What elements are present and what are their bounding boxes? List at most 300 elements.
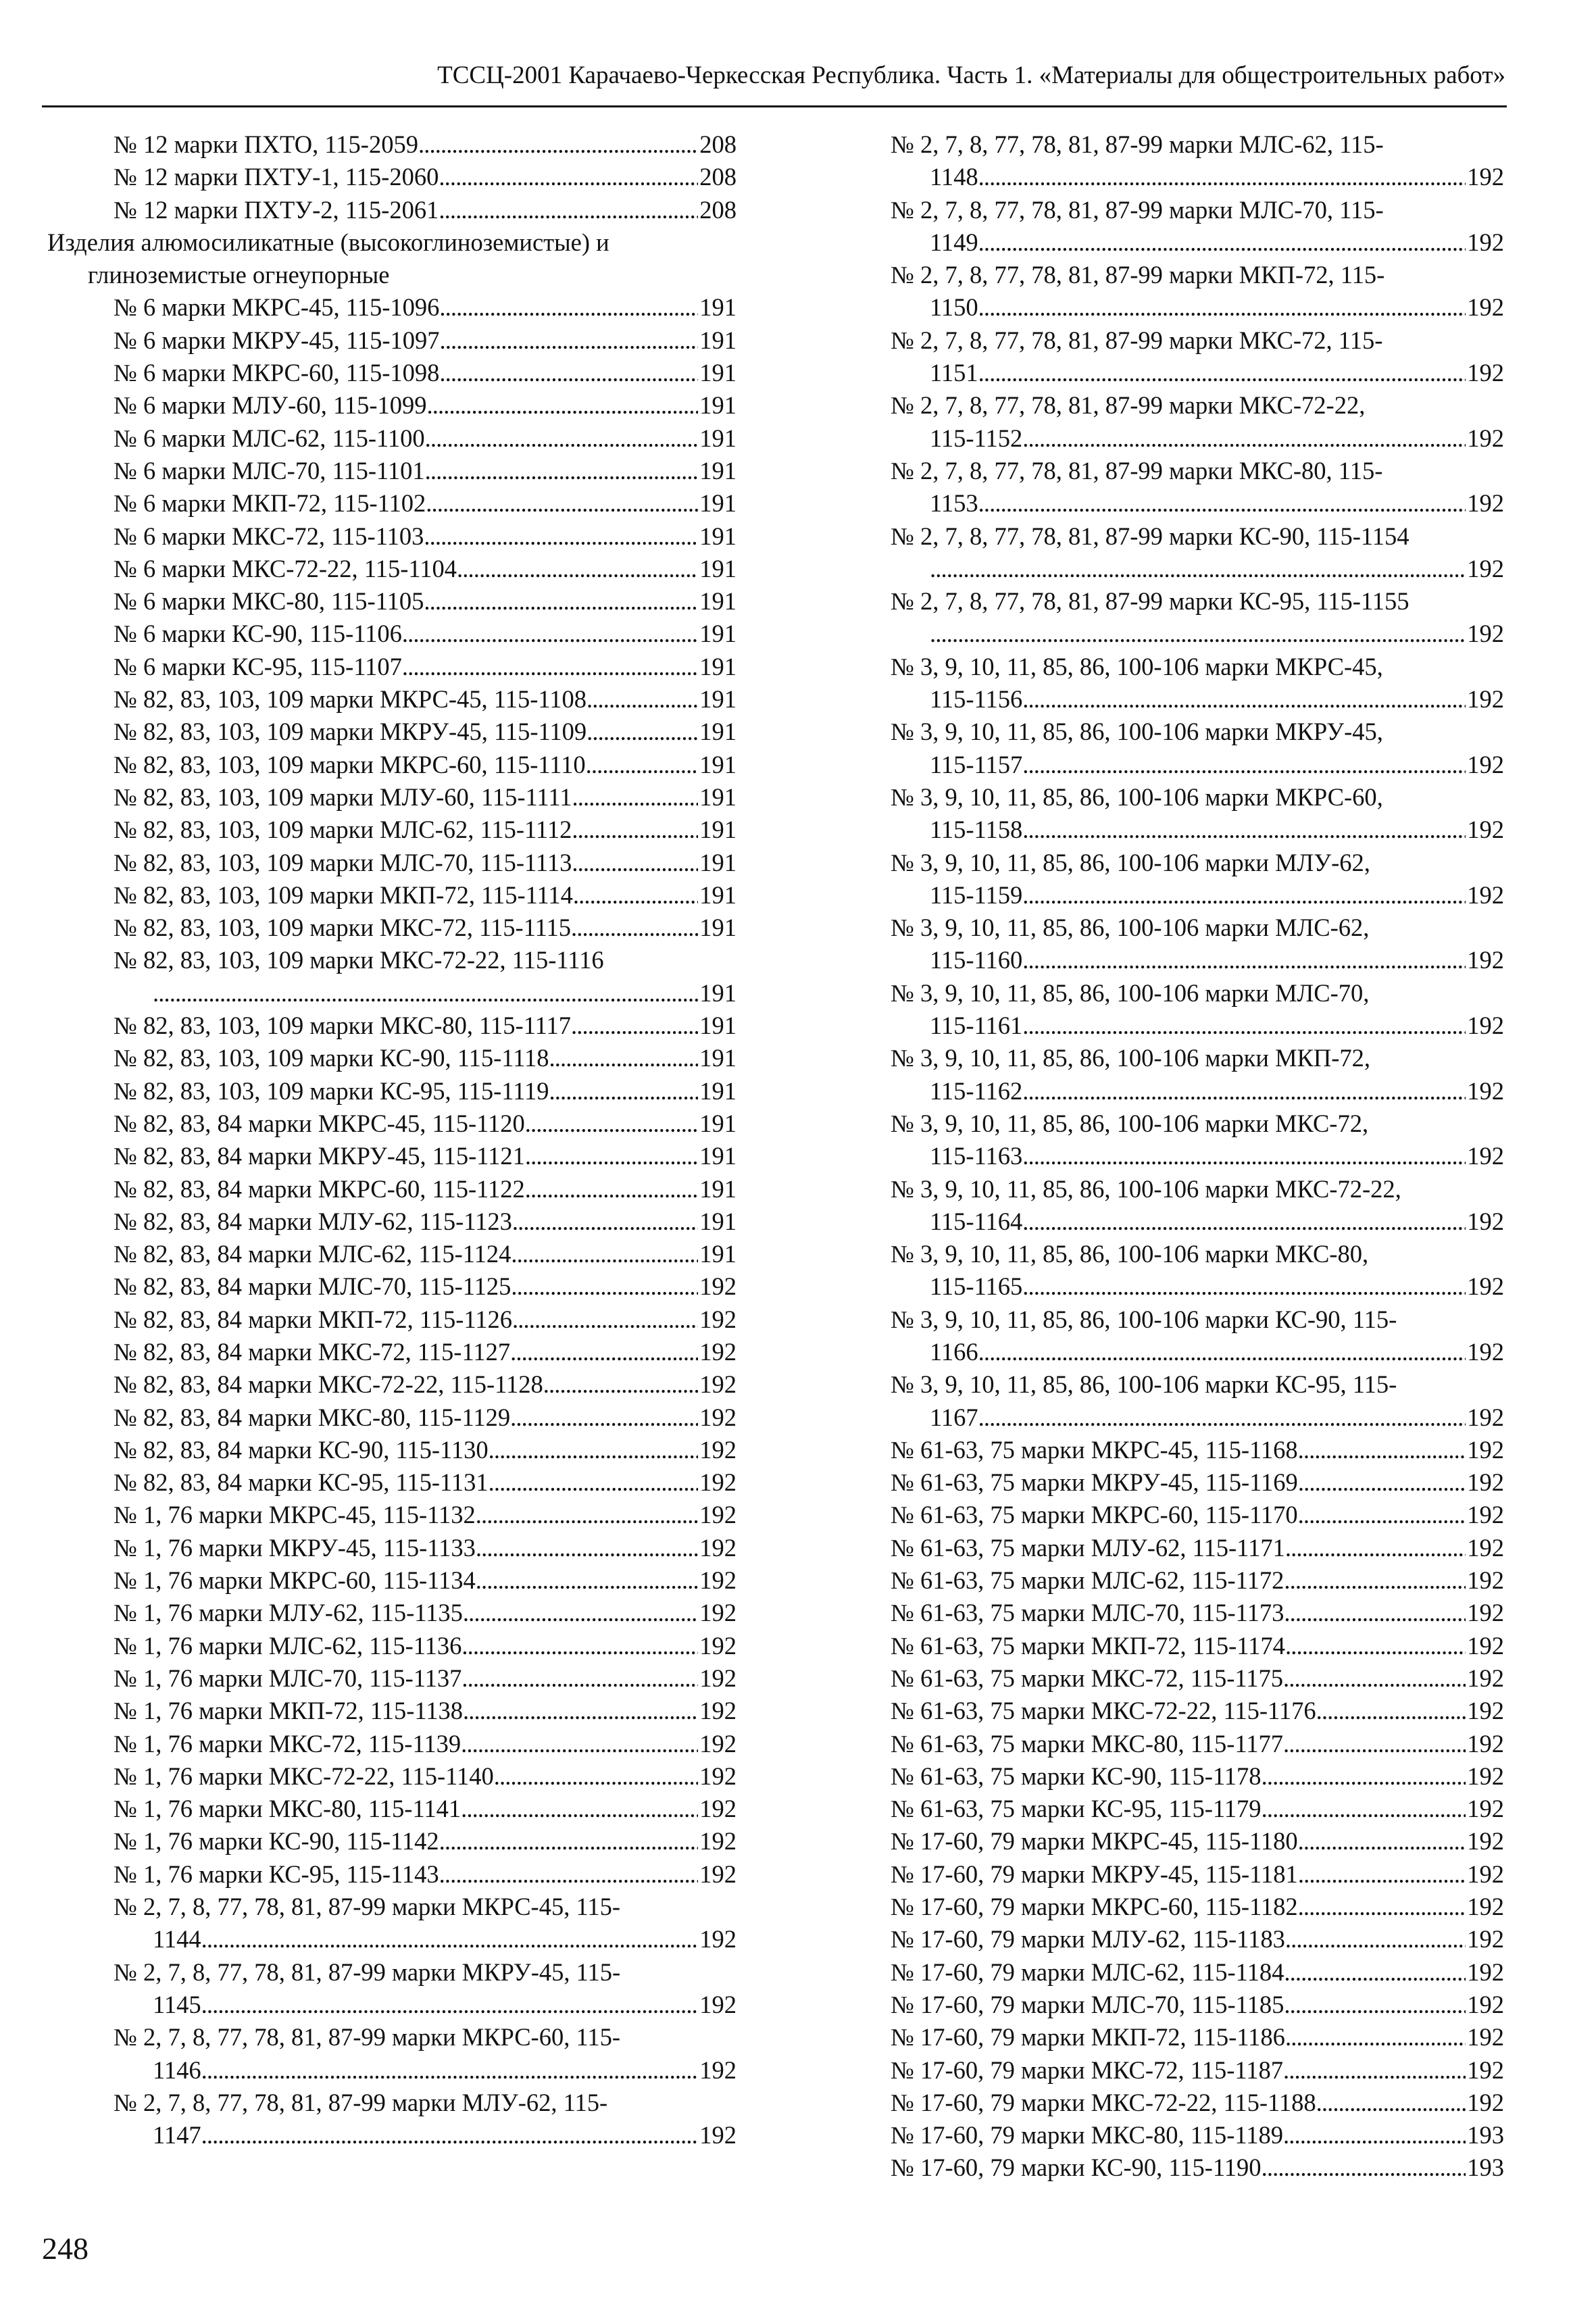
entry-text: № 1, 76 марки МЛУ-62, 115-1135 xyxy=(114,1599,463,1627)
entry-page-number: 191 xyxy=(699,1240,737,1268)
entry-text: № 82, 83, 84 марки МЛС-70, 115-1125 xyxy=(114,1272,512,1301)
dot-leader xyxy=(1284,1564,1466,1597)
index-column-left xyxy=(47,128,737,2151)
entry-page-number: 192 xyxy=(1467,1958,1504,1986)
entry-page-number: 192 xyxy=(1467,359,1504,387)
dot-leader xyxy=(439,357,698,389)
entry-text: № 12 марки ПХТУ-2, 115-2061 xyxy=(114,195,439,224)
entry-text: № 12 марки ПХТО, 115-2059 xyxy=(114,130,418,158)
entry-page-number: 208 xyxy=(699,130,737,158)
dot-leader xyxy=(525,1140,698,1172)
dot-leader xyxy=(425,455,699,487)
entry-text: № 61-63, 75 марки МЛС-62, 115-1172 xyxy=(891,1566,1285,1595)
dot-leader xyxy=(462,1630,698,1662)
index-entry xyxy=(891,912,1504,977)
entry-text: № 6 марки МКП-72, 115-1102 xyxy=(114,489,426,518)
entry-text-continued: 115-1164 xyxy=(930,1207,1023,1235)
dot-leader xyxy=(439,161,698,193)
entry-page-number: 192 xyxy=(699,1468,737,1497)
entry-text-continued: 1145 xyxy=(153,1990,201,2018)
dot-leader xyxy=(1316,2087,1466,2119)
entry-text: № 3, 9, 10, 11, 85, 86, 100-106 марки МКС-72, xyxy=(891,1109,1369,1137)
entry-text-continued: 1149 xyxy=(930,228,978,256)
index-entry xyxy=(47,1728,737,1760)
dot-leader xyxy=(427,389,699,422)
entry-page-number: 191 xyxy=(699,978,737,1007)
dot-leader xyxy=(426,487,698,520)
index-entry xyxy=(47,1695,737,1727)
entry-page-number: 191 xyxy=(699,293,737,322)
entry-page-number: 191 xyxy=(699,1142,737,1170)
entry-text-continued: 115-1158 xyxy=(930,816,1023,844)
dot-leader xyxy=(1262,2151,1466,2184)
entry-page-number: 192 xyxy=(1467,1762,1504,1790)
dot-leader xyxy=(571,912,698,944)
dot-leader xyxy=(586,749,699,781)
index-entry xyxy=(47,1662,737,1695)
dot-leader xyxy=(525,1107,698,1140)
entry-text: № 2, 7, 8, 77, 78, 81, 87-99 марки МКС-80, 115- xyxy=(891,456,1383,484)
index-entry xyxy=(891,1107,1504,1173)
entry-page-number: 192 xyxy=(1467,1729,1504,1758)
dot-leader xyxy=(476,1499,698,1531)
index-entry xyxy=(891,1564,1504,1597)
entry-text: № 2, 7, 8, 77, 78, 81, 87-99 марки МЛС-70, 115- xyxy=(891,195,1384,224)
entry-text: № 1, 76 марки МКС-72, 115-1139 xyxy=(114,1729,462,1758)
index-entry xyxy=(891,1825,1504,1858)
index-entry xyxy=(891,2087,1504,2119)
entry-page-number: 191 xyxy=(699,522,737,550)
dot-leader xyxy=(1283,1662,1466,1695)
dot-leader xyxy=(461,1728,698,1760)
entry-text-continued: 115-1161 xyxy=(930,1012,1023,1040)
entry-page-number: 192 xyxy=(1467,1533,1504,1562)
index-entry xyxy=(47,1075,737,1107)
entry-text: № 17-60, 79 марки МЛС-62, 115-1184 xyxy=(891,1958,1285,1986)
entry-text: № 61-63, 75 марки МКС-72, 115-1175 xyxy=(891,1664,1284,1692)
dot-leader xyxy=(1022,422,1466,455)
entry-page-number: 192 xyxy=(699,1664,737,1692)
entry-page-number: 192 xyxy=(1467,1272,1504,1301)
entry-page-number: 192 xyxy=(1467,880,1504,909)
entry-text: № 6 марки МЛС-62, 115-1100 xyxy=(114,424,425,452)
index-entry xyxy=(47,553,737,585)
dot-leader xyxy=(512,1303,698,1336)
entry-text-continued: 115-1160 xyxy=(930,946,1023,974)
entry-text: № 17-60, 79 марки МКС-72, 115-1187 xyxy=(891,2056,1284,2084)
entry-page-number: 192 xyxy=(699,1762,737,1790)
entry-text: № 6 марки МЛУ-60, 115-1099 xyxy=(114,391,427,420)
entry-text: № 3, 9, 10, 11, 85, 86, 100-106 марки МКС-80, xyxy=(891,1240,1369,1268)
entry-text: № 61-63, 75 марки МКРС-60, 115-1170 xyxy=(891,1501,1298,1529)
index-entry xyxy=(47,879,737,912)
entry-page-number: 192 xyxy=(699,2056,737,2084)
index-entry xyxy=(47,1825,737,1858)
entry-text-continued: 1148 xyxy=(930,163,978,191)
entry-text: № 3, 9, 10, 11, 85, 86, 100-106 марки МКРС-45, xyxy=(891,652,1383,680)
index-entry xyxy=(47,194,737,226)
entry-page-number: 192 xyxy=(1467,1076,1504,1105)
dot-leader xyxy=(1262,1793,1466,1825)
entry-text: № 82, 83, 84 марки МКРУ-45, 115-1121 xyxy=(114,1142,525,1170)
entry-page-number: 192 xyxy=(1467,1337,1504,1366)
dot-leader xyxy=(930,553,1466,585)
dot-leader xyxy=(978,161,1466,193)
dot-leader xyxy=(1284,1956,1466,1989)
entry-text: № 1, 76 марки МЛС-62, 115-1136 xyxy=(114,1631,462,1660)
index-entry xyxy=(891,1368,1504,1434)
index-entry xyxy=(891,1662,1504,1695)
entry-page-number: 191 xyxy=(699,816,737,844)
entry-text: № 17-60, 79 марки МКС-72-22, 115-1188 xyxy=(891,2088,1316,2116)
index-entry xyxy=(891,1956,1504,1989)
entry-page-number: 191 xyxy=(699,652,737,680)
dot-leader xyxy=(1022,1075,1466,1107)
entry-text-continued: 1150 xyxy=(930,293,978,322)
entry-text: № 2, 7, 8, 77, 78, 81, 87-99 марки МКРУ-45, 115- xyxy=(114,1958,621,1986)
entry-text: № 82, 83, 103, 109 марки МКС-80, 115-1117 xyxy=(114,1012,571,1040)
dot-leader xyxy=(462,1662,698,1695)
dot-leader xyxy=(978,291,1466,324)
index-entry xyxy=(47,651,737,683)
dot-leader xyxy=(494,1760,698,1793)
entry-text: № 6 марки КС-95, 115-1107 xyxy=(114,652,402,680)
dot-leader xyxy=(1283,2054,1466,2087)
entry-page-number: 192 xyxy=(1467,1697,1504,1725)
index-entry xyxy=(47,1010,737,1042)
dot-leader xyxy=(402,618,698,650)
entry-page-number: 192 xyxy=(1467,1142,1504,1170)
entry-page-number: 208 xyxy=(699,163,737,191)
entry-text: № 61-63, 75 марки МКП-72, 115-1174 xyxy=(891,1631,1285,1660)
entry-text: № 82, 83, 103, 109 марки МКРС-45, 115-1108 xyxy=(114,685,587,714)
dot-leader xyxy=(543,1368,698,1401)
entry-page-number: 192 xyxy=(699,1631,737,1660)
entry-text: № 82, 83, 103, 109 марки МЛС-70, 115-1113 xyxy=(114,848,572,876)
entry-page-number: 192 xyxy=(1467,489,1504,518)
entry-page-number: 192 xyxy=(1467,1403,1504,1431)
index-entry xyxy=(891,194,1504,259)
index-entry xyxy=(47,1401,737,1434)
entry-page-number: 192 xyxy=(1467,685,1504,714)
entry-text: № 17-60, 79 марки КС-90, 115-1190 xyxy=(891,2154,1262,2182)
dot-leader xyxy=(463,1597,698,1629)
dot-leader xyxy=(402,651,698,683)
entry-text: № 2, 7, 8, 77, 78, 81, 87-99 марки МКРС-45, 115- xyxy=(114,1893,621,1921)
entry-page-number: 192 xyxy=(1467,1501,1504,1529)
entry-text: № 2, 7, 8, 77, 78, 81, 87-99 марки МКС-72, 115- xyxy=(891,326,1383,354)
entry-page-number: 192 xyxy=(699,1435,737,1464)
dot-leader xyxy=(978,1401,1466,1434)
entry-page-number: 192 xyxy=(1467,1631,1504,1660)
dot-leader xyxy=(489,1434,699,1466)
entry-page-number: 208 xyxy=(699,195,737,224)
entry-page-number: 191 xyxy=(699,914,737,942)
entry-text: № 2, 7, 8, 77, 78, 81, 87-99 марки МЛУ-62, 115- xyxy=(114,2088,608,2116)
dot-leader xyxy=(440,324,699,357)
entry-page-number: 191 xyxy=(699,391,737,420)
entry-page-number: 192 xyxy=(699,1533,737,1562)
dot-leader xyxy=(1284,1989,1466,2021)
entry-page-number: 192 xyxy=(699,1860,737,1888)
dot-leader xyxy=(463,1695,698,1727)
entry-text: № 2, 7, 8, 77, 78, 81, 87-99 марки КС-90, 115-1154 xyxy=(891,522,1410,550)
entry-text: № 2, 7, 8, 77, 78, 81, 87-99 марки МКС-72-22, xyxy=(891,391,1366,420)
index-entry xyxy=(47,1760,737,1793)
entry-text: № 61-63, 75 марки МКРС-45, 115-1168 xyxy=(891,1435,1298,1464)
dot-leader xyxy=(201,2054,699,2087)
index-section-heading xyxy=(47,226,737,292)
dot-leader xyxy=(439,291,698,324)
dot-leader xyxy=(1285,2021,1466,2053)
dot-leader xyxy=(476,1564,698,1597)
index-entry xyxy=(47,2021,737,2087)
dot-leader xyxy=(512,1205,698,1238)
entry-text: № 82, 83, 84 марки КС-95, 115-1131 xyxy=(114,1468,489,1497)
index-entry xyxy=(47,1597,737,1629)
entry-page-number: 192 xyxy=(1467,1860,1504,1888)
entry-page-number: 191 xyxy=(699,587,737,616)
entry-page-number: 192 xyxy=(699,1305,737,1333)
entry-text: № 1, 76 марки КС-95, 115-1143 xyxy=(114,1860,439,1888)
entry-text: № 82, 83, 84 марки МЛС-62, 115-1124 xyxy=(114,1240,512,1268)
index-entry xyxy=(47,324,737,357)
entry-text: № 17-60, 79 марки МКП-72, 115-1186 xyxy=(891,2023,1285,2051)
index-entry xyxy=(891,1695,1504,1727)
index-entry xyxy=(891,2054,1504,2087)
entry-text: № 3, 9, 10, 11, 85, 86, 100-106 марки КС-90, 115- xyxy=(891,1305,1397,1333)
dot-leader xyxy=(978,1336,1466,1368)
index-entry xyxy=(891,781,1504,847)
entry-page-number: 192 xyxy=(1467,2023,1504,2051)
heading-line-continued: глиноземистые огнеупорные xyxy=(88,261,390,289)
index-entry xyxy=(47,389,737,422)
entry-text: № 3, 9, 10, 11, 85, 86, 100-106 марки МЛС-70, xyxy=(891,978,1370,1007)
entry-text: № 1, 76 марки МКС-72-22, 115-1140 xyxy=(114,1762,494,1790)
dot-leader xyxy=(1283,2119,1466,2151)
dot-leader xyxy=(1298,1825,1466,1858)
entry-text: № 6 марки МКС-72, 115-1103 xyxy=(114,522,424,550)
entry-page-number: 192 xyxy=(699,1599,737,1627)
index-entry xyxy=(47,2087,737,2152)
index-entry xyxy=(891,1597,1504,1629)
index-entry xyxy=(47,128,737,161)
dot-leader xyxy=(1022,1205,1466,1238)
entry-page-number: 192 xyxy=(1467,1827,1504,1856)
index-entry xyxy=(891,2021,1504,2053)
dot-leader xyxy=(1262,1760,1466,1793)
entry-page-number: 192 xyxy=(699,1827,737,1856)
index-entry xyxy=(47,520,737,553)
index-entry xyxy=(47,1303,737,1336)
index-entry xyxy=(47,781,737,814)
entry-text-continued: 1166 xyxy=(930,1337,978,1366)
index-entry xyxy=(47,422,737,455)
index-entry xyxy=(891,1173,1504,1239)
entry-text: № 82, 83, 84 марки МКРС-45, 115-1120 xyxy=(114,1109,525,1137)
index-entry xyxy=(47,847,737,879)
dot-leader xyxy=(978,357,1466,389)
entry-text: № 1, 76 марки КС-90, 115-1142 xyxy=(114,1827,439,1856)
dot-leader xyxy=(424,585,698,618)
entry-page-number: 191 xyxy=(699,685,737,714)
dot-leader xyxy=(525,1173,698,1205)
index-entry xyxy=(47,455,737,487)
index-entry xyxy=(47,716,737,748)
index-entry xyxy=(47,1891,737,1956)
index-entry xyxy=(891,1989,1504,2021)
index-entry xyxy=(891,1793,1504,1825)
entry-text: № 82, 83, 84 марки МКС-72-22, 115-1128 xyxy=(114,1370,543,1399)
dot-leader xyxy=(1285,1630,1466,1662)
dot-leader xyxy=(572,781,698,814)
entry-text: № 3, 9, 10, 11, 85, 86, 100-106 марки МКП-72, xyxy=(891,1044,1371,1072)
entry-text-continued: 115-1165 xyxy=(930,1272,1023,1301)
index-entry xyxy=(891,2151,1504,2184)
heading-line: Изделия алюмосиликатные (высокоглиноземистые) и xyxy=(47,228,609,256)
entry-page-number: 192 xyxy=(1467,620,1504,648)
index-entry xyxy=(47,291,737,324)
index-entry xyxy=(47,1793,737,1825)
index-entry xyxy=(891,455,1504,520)
index-entry xyxy=(891,1042,1504,1107)
running-header: ТССЦ-2001 Карачаево-Черкесская Республика. Часть 1. «Материалы для общестроительных работ» xyxy=(437,61,1505,89)
entry-page-number: 191 xyxy=(699,554,737,582)
entry-page-number: 192 xyxy=(1467,1795,1504,1823)
entry-page-number: 192 xyxy=(1467,228,1504,256)
entry-page-number: 191 xyxy=(699,620,737,648)
entry-text: № 82, 83, 103, 109 марки КС-90, 115-1118 xyxy=(114,1044,549,1072)
entry-text: № 3, 9, 10, 11, 85, 86, 100-106 марки МКРС-60, xyxy=(891,782,1383,811)
dot-leader xyxy=(201,1989,699,2021)
index-entry xyxy=(891,1434,1504,1466)
entry-page-number: 192 xyxy=(699,1403,737,1431)
entry-text-continued: 115-1162 xyxy=(930,1076,1023,1105)
entry-page-number: 192 xyxy=(1467,163,1504,191)
entry-text: № 61-63, 75 марки МЛС-70, 115-1173 xyxy=(891,1599,1285,1627)
entry-text: № 61-63, 75 марки МКРУ-45, 115-1169 xyxy=(891,1468,1298,1497)
entry-text: № 82, 83, 103, 109 марки МЛУ-60, 115-1111 xyxy=(114,782,572,811)
entry-page-number: 192 xyxy=(1467,750,1504,778)
entry-text: № 61-63, 75 марки МКС-80, 115-1177 xyxy=(891,1729,1284,1758)
dot-leader xyxy=(457,553,698,585)
entry-text: № 82, 83, 103, 109 марки МКП-72, 115-1114 xyxy=(114,880,573,909)
index-entry xyxy=(891,1760,1504,1793)
entry-page-number: 191 xyxy=(699,848,737,876)
entry-page-number: 192 xyxy=(1467,2088,1504,2116)
index-entry xyxy=(891,259,1504,324)
dot-leader xyxy=(930,618,1466,650)
dot-leader xyxy=(476,1532,698,1564)
entry-page-number: 191 xyxy=(699,1174,737,1203)
entry-text: № 2, 7, 8, 77, 78, 81, 87-99 марки МКП-72, 115- xyxy=(891,261,1385,289)
entry-text: № 1, 76 марки МКРУ-45, 115-1133 xyxy=(114,1533,476,1562)
dot-leader xyxy=(549,1042,699,1074)
dot-leader xyxy=(572,814,698,846)
entry-text: № 6 марки МКРС-60, 115-1098 xyxy=(114,359,440,387)
index-entry xyxy=(47,1368,737,1401)
entry-page-number: 191 xyxy=(699,359,737,387)
index-entry xyxy=(47,1140,737,1172)
entry-text: № 6 марки МКС-72-22, 115-1104 xyxy=(114,554,457,582)
entry-page-number: 192 xyxy=(699,1272,737,1301)
dot-leader xyxy=(439,1825,699,1858)
entry-text: № 82, 83, 84 марки МКС-80, 115-1129 xyxy=(114,1403,511,1431)
index-entry xyxy=(47,1107,737,1140)
entry-page-number: 192 xyxy=(699,1370,737,1399)
entry-page-number: 192 xyxy=(699,1566,737,1595)
entry-text-continued: 1147 xyxy=(153,2121,201,2149)
entry-text: № 6 марки МЛС-70, 115-1101 xyxy=(114,456,425,484)
entry-page-number: 192 xyxy=(1467,1566,1504,1595)
index-column-right xyxy=(891,128,1504,2185)
index-entry xyxy=(47,1434,737,1466)
entry-page-number: 192 xyxy=(1467,946,1504,974)
entry-text: № 17-60, 79 марки МЛУ-62, 115-1183 xyxy=(891,1925,1285,1953)
entry-text: № 61-63, 75 марки МЛУ-62, 115-1171 xyxy=(891,1533,1285,1562)
index-entry xyxy=(891,1303,1504,1369)
entry-text: № 1, 76 марки МЛС-70, 115-1137 xyxy=(114,1664,462,1692)
index-entry xyxy=(47,357,737,389)
dot-leader xyxy=(201,2119,699,2151)
entry-page-number: 192 xyxy=(1467,1664,1504,1692)
entry-text: № 82, 83, 84 марки КС-90, 115-1130 xyxy=(114,1435,489,1464)
dot-leader xyxy=(1022,1010,1466,1042)
entry-text: № 61-63, 75 марки КС-95, 115-1179 xyxy=(891,1795,1262,1823)
dot-leader xyxy=(573,879,698,912)
entry-page-number: 191 xyxy=(699,880,737,909)
entry-page-number: 191 xyxy=(699,1207,737,1235)
dot-leader xyxy=(1298,1858,1466,1891)
dot-leader xyxy=(1022,879,1466,912)
index-entry xyxy=(47,1499,737,1531)
entry-text: № 1, 76 марки МКРС-60, 115-1134 xyxy=(114,1566,476,1595)
dot-leader xyxy=(1285,1532,1466,1564)
dot-leader xyxy=(1022,1270,1466,1303)
entry-text: № 82, 83, 84 марки МКП-72, 115-1126 xyxy=(114,1305,513,1333)
entry-text: № 82, 83, 103, 109 марки МКРС-60, 115-1110 xyxy=(114,750,586,778)
index-entry xyxy=(891,1499,1504,1531)
entry-text: № 6 марки МКС-80, 115-1105 xyxy=(114,587,424,616)
header-rule xyxy=(42,105,1507,107)
index-entry xyxy=(891,324,1504,390)
entry-text: № 17-60, 79 марки МКРС-45, 115-1180 xyxy=(891,1827,1298,1856)
entry-page-number: 192 xyxy=(699,1501,737,1529)
dot-leader xyxy=(1022,683,1466,716)
index-entry xyxy=(47,1564,737,1597)
index-entry xyxy=(891,1728,1504,1760)
entry-text-continued: 115-1159 xyxy=(930,880,1023,909)
index-entry xyxy=(891,1630,1504,1662)
dot-leader xyxy=(461,1793,698,1825)
entry-page-number: 192 xyxy=(1467,1925,1504,1953)
entry-text: № 1, 76 марки МКРС-45, 115-1132 xyxy=(114,1501,476,1529)
entry-page-number: 192 xyxy=(699,1697,737,1725)
entry-page-number: 192 xyxy=(1467,1435,1504,1464)
index-entry xyxy=(47,749,737,781)
entry-page-number: 192 xyxy=(1467,1012,1504,1040)
index-entry xyxy=(891,520,1504,586)
entry-page-number: 192 xyxy=(699,1729,737,1758)
entry-text-continued: 1146 xyxy=(153,2056,201,2084)
index-entry xyxy=(47,683,737,716)
index-entry xyxy=(47,585,737,618)
dot-leader xyxy=(1298,1434,1466,1466)
entry-text: № 82, 83, 84 марки МЛУ-62, 115-1123 xyxy=(114,1207,512,1235)
entry-text-continued: 115-1156 xyxy=(930,685,1023,714)
entry-text: № 82, 83, 103, 109 марки МКС-72-22, 115-1116 xyxy=(114,946,604,974)
entry-text-continued: 115-1152 xyxy=(930,424,1023,452)
